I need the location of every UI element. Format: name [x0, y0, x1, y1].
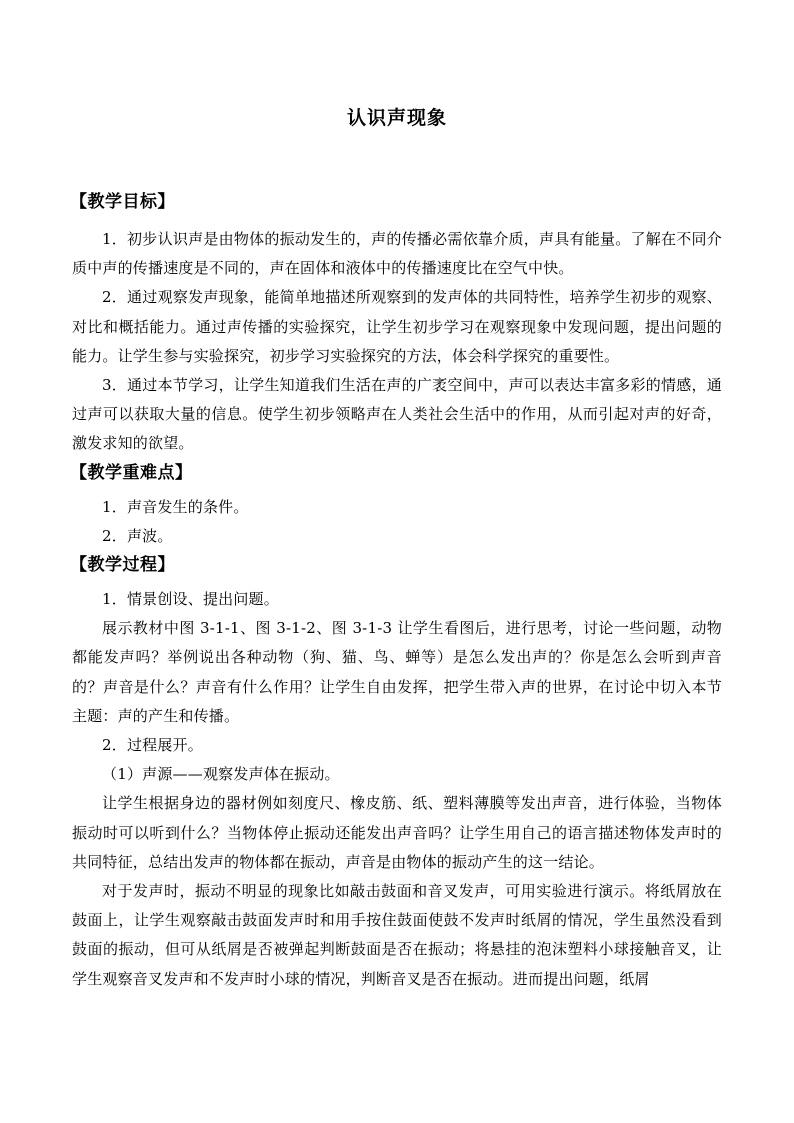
paragraph: 对于发声时，振动不明显的现象比如敲击鼓面和音叉发声，可用实验进行演示。将纸屑放在鼓面上，让学生观察敲击鼓面发声时和用手按住鼓面使鼓不发声时纸屑的情况，学生虽然没看到鼓面的振动，但可从纸屑是否被弹起判断鼓面是否在振动；将悬挂的泡沫塑料小球接触音叉，让学生观察音叉发声和不发声时小球的情况，判断音叉是否在振动。进而提出问题，纸屑	[72, 882, 722, 988]
paragraph: （1）声源——观察发声体在振动。	[102, 765, 340, 784]
paragraph: 1．声音发生的条件。	[102, 497, 249, 516]
document-body	[72, 188, 722, 994]
paragraph: 2．过程展开。	[102, 736, 203, 755]
paragraph: 1．初步认识声是由物体的振动发生的，声的传播必需依靠介质，声具有能量。了解在不同介质中声的传播速度是不同的，声在固体和液体中的传播速度比在空气中快。	[72, 230, 722, 278]
section-heading-teaching-process: 【教学过程】	[70, 555, 175, 576]
paragraph: 3．通过本节学习，让学生知道我们生活在声的广袤空间中，声可以表达丰富多彩的情感，通过声可以获取大量的信息。使学生初步领略声在人类社会生活中的作用，从而引起对声的好奇，激发求知的欲望。	[72, 376, 722, 453]
paragraph: 2．通过观察发声现象，能简单地描述所观察到的发声体的共同特性，培养学生初步的观察、对比和概括能力。通过声传播的实验探究，让学生初步学习在观察现象中发现问题，提出问题的能力。让学生参与实验探究，初步学习实验探究的方法，体会科学探究的重要性。	[72, 288, 722, 365]
section-heading-teaching-objectives: 【教学目标】	[70, 192, 175, 212]
section-heading-key-difficulties: 【教学重难点】	[70, 462, 193, 483]
page-title: 认识声现象	[346, 107, 447, 129]
paragraph: 让学生根据身边的器材例如刻度尺、橡皮筋、纸、塑料薄膜等发出声音，进行体验，当物体振动时可以听到什么？当物体停止振动还能发出声音吗？让学生用自己的语言描述物体发声时的共同特征，总结出发声的物体都在振动，声音是由物体的振动产生的这一结论。	[72, 794, 722, 871]
paragraph: 1．情景创设、提出问题。	[102, 590, 279, 609]
paragraph: 展示教材中图 3-1-1、图 3-1-2、图 3-1-3 让学生看图后，进行思考，讨论一些问题，动物都能发声吗？举例说出各种动物（狗、猫、鸟、蝉等）是怎么发出声的？你是怎么会听到声音的？声音是什么？声音有什么作用？让学生自由发挥，把学生带入声的世界，在讨论中切入本节主题：声的产生和传播。	[72, 619, 722, 725]
paragraph: 2．声波。	[102, 526, 173, 545]
